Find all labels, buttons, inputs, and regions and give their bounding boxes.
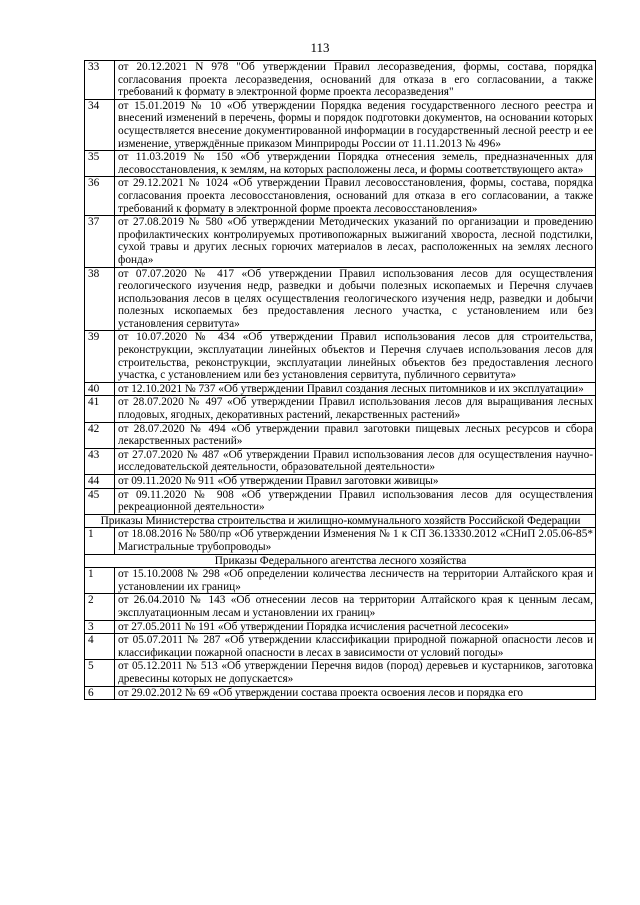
table-row [85, 177, 596, 216]
row-number: 35 [85, 151, 115, 177]
row-number: 40 [85, 382, 115, 396]
table-row [85, 594, 596, 620]
row-number: 34 [85, 99, 115, 150]
row-number: 2 [85, 594, 115, 620]
table-row [85, 267, 596, 331]
section-header-text: Приказы Федерального агентства лесного хозяйства [85, 554, 596, 568]
row-number: 41 [85, 396, 115, 422]
row-text: от 09.11.2020 № 908 «Об утверждении Правил использования лесов для осуществления рекреационной деятельности» [115, 488, 596, 514]
row-text: от 09.11.2020 № 911 «Об утверждении Правил заготовки живицы» [115, 475, 596, 489]
table-row [85, 61, 596, 100]
table-row [85, 634, 596, 660]
row-text: от 05.07.2011 № 287 «Об утверждении классификации природной пожарной опасности лесов и классификации пожарной опасности в лесах в зависимости от условий погоды» [115, 634, 596, 660]
row-number: 36 [85, 177, 115, 216]
table-row [85, 151, 596, 177]
row-text: от 18.08.2016 № 580/пр «Об утверждении Изменения № 1 к СП 36.13330.2012 «СНиП 2.05.06-85* Магистральные трубопроводы» [115, 528, 596, 554]
legal-acts-table [84, 60, 596, 700]
row-text: от 27.05.2011 № 191 «Об утверждении Порядка исчисления расчетной лесосеки» [115, 620, 596, 634]
table-row [85, 422, 596, 448]
table-row [85, 488, 596, 514]
table-row [85, 528, 596, 554]
section-header-text: Приказы Министерства строительства и жилищно-коммунального хозяйств Российской Федерации [85, 514, 596, 528]
row-number: 44 [85, 475, 115, 489]
table-row [85, 396, 596, 422]
row-number: 37 [85, 216, 115, 267]
row-text: от 28.07.2020 № 497 «Об утверждении Правил использования лесов для выращивания лесных плодовых, ягодных, декоративных растений, лекарственных растений» [115, 396, 596, 422]
page-number: 113 [310, 40, 330, 55]
table-row [85, 331, 596, 382]
section-header-row [85, 514, 596, 528]
row-text: от 29.12.2021 № 1024 «Об утверждении Правил лесовосстановления, формы, состава, порядка согласования проекта лесовосстановления, оснований для отказа в его согласовании, а также требований к формату в электронной форме проекта лесовосстановления» [115, 177, 596, 216]
row-number: 4 [85, 634, 115, 660]
row-text: от 15.10.2008 № 298 «Об определении количества лесничеств на территории Алтайского края и установлении их границ» [115, 568, 596, 594]
row-number: 1 [85, 528, 115, 554]
table-row [85, 686, 596, 700]
row-number: 1 [85, 568, 115, 594]
table-row [85, 216, 596, 267]
row-text: от 28.07.2020 № 494 «Об утверждении правил заготовки пищевых лесных ресурсов и сбора лекарственных растений» [115, 422, 596, 448]
row-text: от 12.10.2021 № 737 «Об утверждении Правил создания лесных питомников и их эксплуатации» [115, 382, 596, 396]
row-number: 33 [85, 61, 115, 100]
section-header-row [85, 554, 596, 568]
table-row [85, 660, 596, 686]
row-text: от 29.02.2012 № 69 «Об утверждении состава проекта освоения лесов и порядка его [115, 686, 596, 700]
table-row [85, 448, 596, 474]
row-text: от 15.01.2019 № 10 «Об утверждении Порядка ведения государственного лесного реестра и внесений изменений в перечень, формы и порядок подготовки документов, на основании которых осуществляется внесение документированной информации в государственный лесной реестр и ее изменение, утверждённые приказом Минприроды России от 11.11.2013 № 496» [115, 99, 596, 150]
row-text: от 27.07.2020 № 487 «Об утверждении Правил использования лесов для осуществления научно-исследовательской деятельности, образовательной деятельности» [115, 448, 596, 474]
row-text: от 05.12.2011 № 513 «Об утверждении Перечня видов (пород) деревьев и кустарников, заготовка древесины которых не допускается» [115, 660, 596, 686]
row-number: 45 [85, 488, 115, 514]
row-number: 43 [85, 448, 115, 474]
table-row [85, 568, 596, 594]
row-text: от 10.07.2020 № 434 «Об утверждении Правил использования лесов для строительства, реконструкции, эксплуатации линейных объектов и Перечня случаев использования лесов для строительства, реконструкции, эксплуатации линейных объектов без предоставления лесного участка, с установлением или без установления сервитута, публичного сервитута» [115, 331, 596, 382]
table-row [85, 620, 596, 634]
row-text: от 07.07.2020 № 417 «Об утверждении Правил использования лесов для осуществления геологического изучения недр, разведки и добычи полезных ископаемых и Перечня случаев использования лесов в целях осуществления геологического изучения недр, разведки и добычи полезных ископаемых без предоставления лесного участка, с установлением или без установления сервитута» [115, 267, 596, 331]
table-body [85, 61, 596, 700]
row-number: 5 [85, 660, 115, 686]
row-number: 38 [85, 267, 115, 331]
row-text: от 26.04.2010 № 143 «Об отнесении лесов на территории Алтайского края к ценным лесам, эксплуатационным лесам и установлении их границ» [115, 594, 596, 620]
row-text: от 27.08.2019 № 580 «Об утверждении Методических указаний по организации и проведению профилактических контролируемых противопожарных выжиганий хвороста, лесной подстилки, сухой травы и других лесных горючих материалов в лесах, расположенных на землях лесного фонда» [115, 216, 596, 267]
table-row [85, 475, 596, 489]
row-text: от 20.12.2021 N 978 "Об утверждении Правил лесоразведения, формы, состава, порядка согласования проекта лесоразведения, оснований для отказа в его согласовании, а также требований к формату в электронной форме проекта лесоразведения" [115, 61, 596, 100]
row-text: от 11.03.2019 № 150 «Об утверждении Порядка отнесения земель, предназначенных для лесовосстановления, к землям, на которых расположены леса, и формы соответствующего акта» [115, 151, 596, 177]
table-row [85, 382, 596, 396]
row-number: 6 [85, 686, 115, 700]
row-number: 42 [85, 422, 115, 448]
row-number: 3 [85, 620, 115, 634]
row-number: 39 [85, 331, 115, 382]
table-row [85, 99, 596, 150]
